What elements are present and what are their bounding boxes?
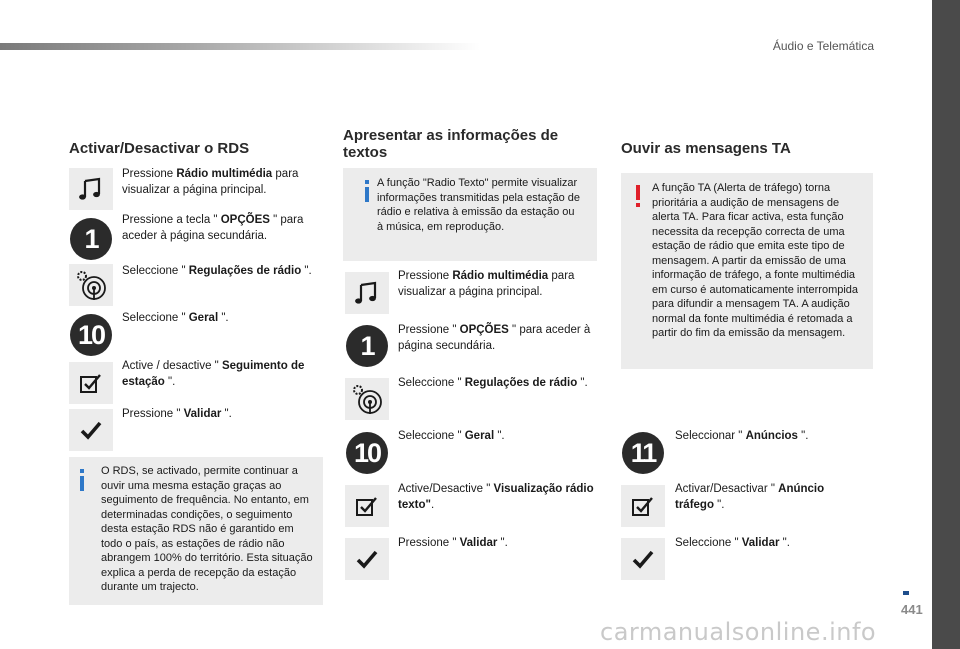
checkbox-icon	[345, 485, 389, 527]
col1-step-6: Pressione " Validar ".	[122, 408, 232, 420]
col2-step-6: Pressione " Validar ".	[398, 537, 508, 549]
radio-settings-icon	[345, 378, 389, 420]
next-page-marker	[903, 591, 909, 595]
col3-warning-box	[621, 173, 873, 369]
col2-info-box	[343, 168, 597, 261]
checkmark-icon	[345, 538, 389, 580]
col3-step-1: Seleccionar " Anúncios ".	[675, 430, 809, 442]
col1-info-text: O RDS, se activado, permite continuar a ouvir uma mesma estação graças ao seguimento de frequência. No entanto, em determinadas condições, o seguimento desta estação RDS não é garantido em todo o país, as estações de rádio não abrangem 100% do território. Esta situação explica a perda de recepção da estação durante um trajecto.	[101, 465, 313, 593]
info-icon	[362, 180, 372, 202]
col1-step-2: Pressione a tecla " OPÇÕES " para aceder à página secundária.	[122, 214, 304, 242]
col1-info-box	[69, 457, 323, 605]
music-note-icon	[345, 272, 389, 314]
step-number-1: 1	[69, 218, 113, 260]
col2-step-4: Seleccione " Geral ".	[398, 430, 505, 442]
checkbox-icon	[621, 485, 665, 527]
step-number-10: 10	[69, 314, 113, 356]
top-gradient-rule	[0, 43, 480, 50]
col3-step-3: Seleccione " Validar ".	[675, 537, 790, 549]
col3-warning-text: A função TA (Alerta de tráfego) torna prioritária a audição de mensagens de alerta TA. Para ficar activa, esta função necessita da recepção correcta de uma estação de rádio que emita este tipo de mensagem. A partir da emissão de uma informação de tráfego, a fonte multimédia em curso é automaticamente interrompida para difundir a mensagem TA. A audição normal da fonte multimédia é retomada a partir do fim da emissão da mensagem.	[652, 182, 859, 339]
section-title: Áudio e Telemática	[772, 39, 874, 53]
col2-title: Apresentar as informações de textos	[343, 127, 559, 161]
col2-step-2: Pressione " OPÇÕES " para aceder à página secundária.	[398, 324, 591, 352]
col1-step-5: Active / desactive " Seguimento de estação ".	[122, 360, 305, 388]
col1-step-4: Seleccione " Geral ".	[122, 312, 229, 324]
radio-settings-icon	[69, 264, 113, 306]
step-number-1: 1	[345, 325, 389, 367]
step-number-11: 11	[621, 432, 665, 474]
watermark: carmanualsonline.info	[600, 618, 877, 646]
col3-step-2: Activar/Desactivar " Anúncio tráfego ".	[675, 483, 825, 511]
music-note-icon	[69, 168, 113, 210]
chapter-side-band	[932, 0, 960, 649]
info-icon	[77, 469, 87, 491]
step-number-10: 10	[345, 432, 389, 474]
col3-title: Ouvir as mensagens TA	[621, 140, 791, 157]
col2-step-3: Seleccione " Regulações de rádio ".	[398, 377, 588, 389]
col1-title: Activar/Desactivar o RDS	[69, 140, 250, 157]
col2-info-text: A função "Radio Texto" permite visualizar informações transmitidas pela estação de rádio e relativa à emissão da estação ou à música, em reprodução.	[377, 177, 580, 233]
col2-step-5: Active/Desactive " Visualização rádio texto".	[398, 483, 594, 511]
col1-step-1: Pressione Rádio multimédia para visualizar a página principal.	[122, 168, 299, 196]
page-number: 441	[901, 602, 923, 617]
checkmark-icon	[69, 409, 113, 451]
col2-step-1: Pressione Rádio multimédia para visualizar a página principal.	[398, 270, 575, 298]
warning-icon	[633, 185, 643, 207]
checkmark-icon	[621, 538, 665, 580]
checkbox-icon	[69, 362, 113, 404]
col1-step-3: Seleccione " Regulações de rádio ".	[122, 265, 312, 277]
